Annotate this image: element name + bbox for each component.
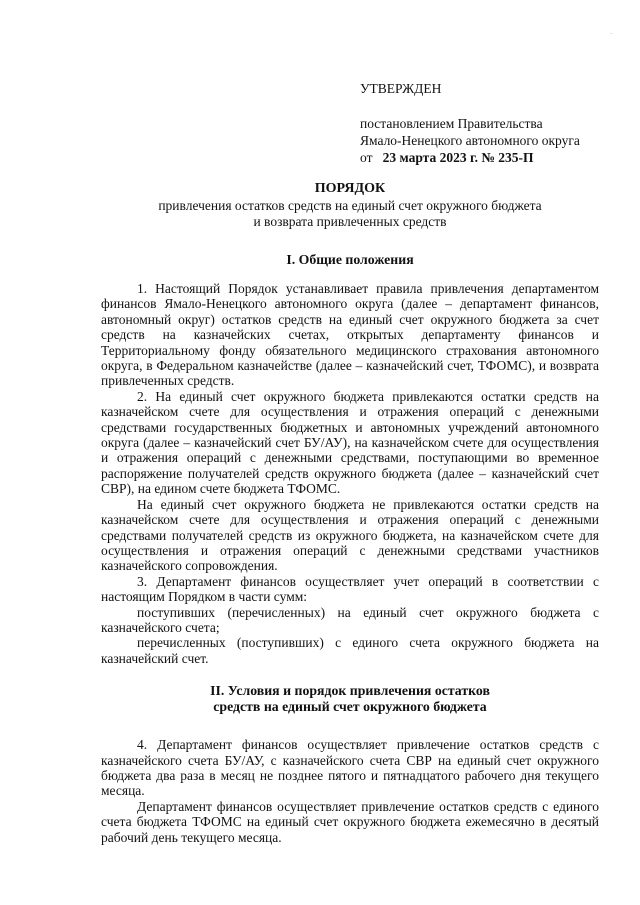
- approval-stamp: [360, 80, 630, 166]
- approval-date: [360, 149, 630, 166]
- section-2-heading-line-1: II. Условия и порядок привлечения остатков: [210, 683, 490, 699]
- paragraph-2: 2. На единый счет окружного бюджета привлекаются остатки средств на казначейском счете для осуществления и отражения операций с денежными средствами государственных бюджетных и автономных учреждений автономного округа (далее – казначейский счет БУ/АУ), на казначейском счете для осуществления и отражения операций с денежными средствами, поступающими во временное распоряжение получателей средств окружного бюджета (далее – казначейский счет СВР), на едином счете бюджета ТФОМС.: [101, 388, 599, 497]
- approval-line-2: Ямало-Ненецкого автономного округа: [360, 133, 580, 148]
- approval-approved: УТВЕРЖДЕН: [360, 81, 442, 96]
- document-title: [100, 180, 600, 230]
- paragraph-4: 4. Департамент финансов осуществляет привлечение остатков средств с казначейского счета БУ/АУ, с казначейского счета СВР на единый счет окружного бюджета два раза в месяц не позднее пятого и пятнадцатого рабочего дня текущего месяца.: [101, 737, 599, 799]
- approval-line-1: постановлением Правительства: [360, 116, 543, 131]
- title-sub-2: и возврата привлеченных средств: [253, 214, 447, 229]
- document-body: [101, 252, 599, 845]
- paragraph-3-item-2: перечисленных (поступивших) с единого счета окружного бюджета на казначейский счет.: [101, 635, 599, 666]
- paragraph-3: 3. Департамент финансов осуществляет учет операций в соответствии с настоящим Порядком в части сумм:: [101, 573, 599, 605]
- corner-mark: ·: [610, 30, 613, 38]
- approval-date-prefix: от: [360, 150, 373, 165]
- section-1-heading: I. Общие положения: [286, 252, 414, 267]
- title-sub-1: привлечения остатков средств на единый счет окружного бюджета: [158, 198, 542, 213]
- approval-date-value: 23 марта 2023 г. № 235-П: [382, 150, 534, 165]
- paragraph-3-item-1: поступивших (перечисленных) на единый счет окружного бюджета с казначейского счета;: [101, 604, 599, 635]
- section-2-heading-line-2: средств на единый счет окружного бюджета: [213, 699, 487, 715]
- section-2-heading: [101, 683, 599, 715]
- paragraph-4-continued: Департамент финансов осуществляет привлечение остатков средств с единого счета бюджета ТФОМС на единый счет окружного бюджета ежемесячно в десятый рабочий день текущего месяца.: [101, 798, 599, 845]
- title-main: ПОРЯДОК: [314, 181, 386, 196]
- paragraph-1: 1. Настоящий Порядок устанавливает правила привлечения департаментом финансов Ямало-Ненецкого автономного округа (далее – департамент финансов, автономный округ) остатков средств на единый счет окружного бюджета за счет средств на казначейских счетах, открытых департаменту финансов и Территориальному фонду обязательного медицинского страхования автономного округа, в Федеральном казначействе (далее – казначейский счет, ТФОМС), и возврата привлеченных средств.: [101, 281, 599, 389]
- paragraph-2-continued: На единый счет окружного бюджета не привлекаются остатки средств на казначейском счете для осуществления и отражения операций с денежными средствами получателей средств из окружного бюджета, на казначейском счете для осуществления и отражения операций с денежными средствами участников казначейского сопровождения.: [101, 496, 599, 574]
